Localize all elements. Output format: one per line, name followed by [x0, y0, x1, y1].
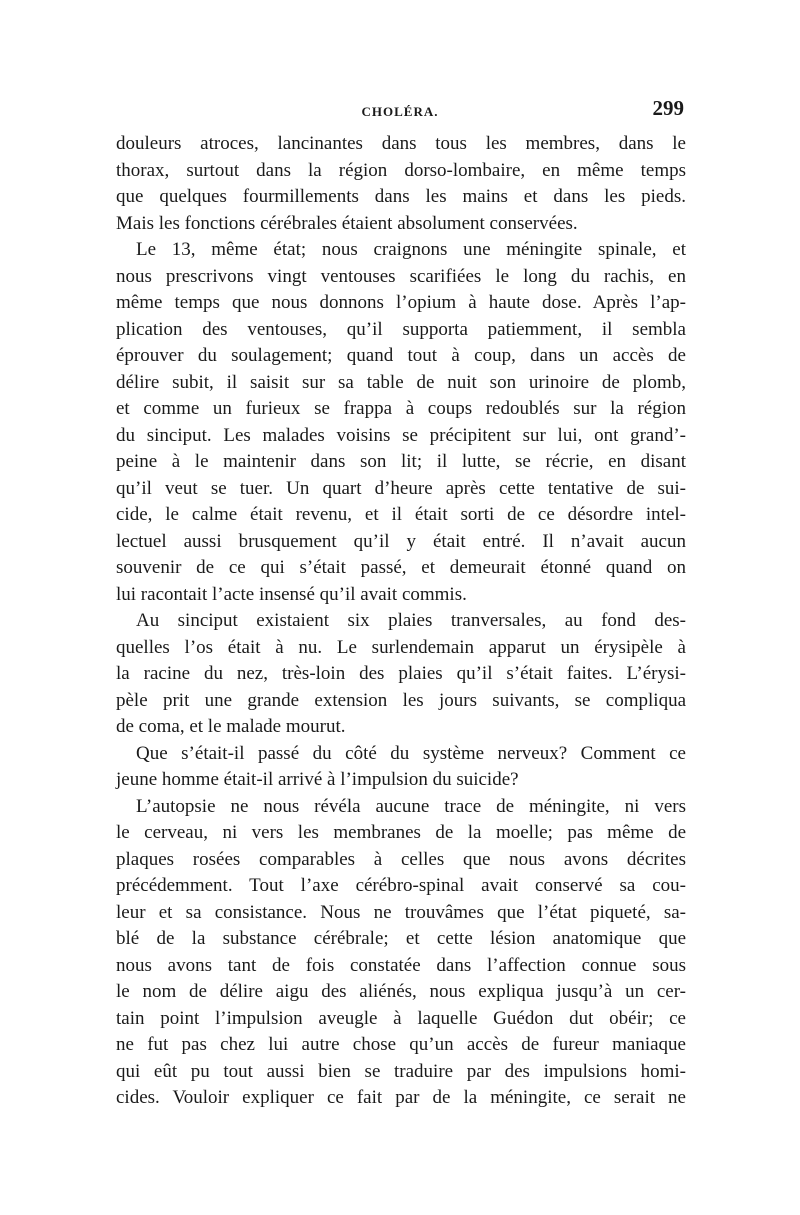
text-line: thorax, surtout dans la région dorso-lombaire, en même temps [116, 159, 686, 181]
text-line: éprouver du soulagement; quand tout à coup, dans un accès de [116, 345, 686, 366]
running-title: CHOLÉRA. [361, 104, 439, 119]
text-line: du sinciput. Les malades voisins se précipitent sur lui, ont grand’- [116, 424, 686, 446]
text-line: quelles l’os était à nu. Le surlendemain apparut un érysipèle à [116, 636, 686, 658]
text-line: souvenir de ce qui s’était passé, et demeurait étonné quand on [116, 557, 686, 578]
text-line: le nom de délire aigu des aliénés, nous expliqua jusqu’à un cer- [116, 981, 686, 1002]
text-line: délire subit, il saisit sur sa table de nuit son urinoire de plomb, [116, 371, 686, 393]
text-line: la racine du nez, très-loin des plaies qu’il s’était faites. L’érysi- [116, 663, 686, 684]
text-line: cides. Vouloir expliquer ce fait par de la méningite, ce serait ne [116, 1087, 686, 1108]
text-line: pèle prit une grande extension les jours suivants, se compliqua [116, 689, 686, 711]
text-line: blé de la substance cérébrale; et cette lésion anatomique que [116, 928, 686, 949]
text-line: jeune homme était-il arrivé à l’impulsion du suicide? [116, 769, 519, 790]
text-line: et comme un furieux se frappa à coups redoublés sur la région [116, 398, 686, 419]
text-line: Au sinciput existaient six plaies tranversales, au fond des- [136, 610, 686, 631]
text-line: leur et sa consistance. Nous ne trouvâmes que l’état piqueté, sa- [116, 901, 686, 923]
text-line: Mais les fonctions cérébrales étaient absolument conservées. [116, 212, 578, 234]
text-line: qui eût pu tout aussi bien se traduire par des impulsions homi- [116, 1060, 686, 1082]
text-line: ne fut pas chez lui autre chose qu’un accès de fureur maniaque [116, 1034, 686, 1055]
text-line: même temps que nous donnons l’opium à haute dose. Après l’ap- [116, 292, 686, 313]
text-line: qu’il veut se tuer. Un quart d’heure après cette tentative de sui- [116, 477, 686, 499]
text-line: précédemment. Tout l’axe cérébro-spinal avait conservé sa cou- [116, 875, 686, 896]
running-head [116, 96, 684, 126]
text-line: de coma, et le malade mourut. [116, 716, 346, 737]
body-text [116, 131, 686, 1112]
text-line: L’autopsie ne nous révéla aucune trace de méningite, ni vers [136, 795, 686, 817]
text-line: nous avons tant de fois constatée dans l’affection connue sous [116, 954, 686, 976]
text-line: Que s’était-il passé du côté du système nerveux? Comment ce [136, 742, 686, 764]
text-line: plication des ventouses, qu’il supporta patiemment, il sembla [116, 318, 686, 340]
page-number: 299 [652, 96, 684, 120]
text-line: peine à le maintenir dans son lit; il lutte, se récrie, en disant [116, 451, 686, 472]
text-line: cide, le calme était revenu, et il était sorti de ce désordre intel- [116, 504, 686, 525]
text-line: lui racontait l’acte insensé qu’il avait commis. [116, 583, 467, 605]
text-line: le cerveau, ni vers les membranes de la moelle; pas même de [116, 822, 686, 843]
text-line: douleurs atroces, lancinantes dans tous les membres, dans le [116, 133, 686, 154]
text-line: que quelques fourmillements dans les mains et dans les pieds. [116, 186, 686, 207]
text-line: lectuel aussi brusquement qu’il y était entré. Il n’avait aucun [116, 530, 686, 552]
text-line: plaques rosées comparables à celles que nous avons décrites [116, 848, 686, 870]
text-line: tain point l’impulsion aveugle à laquelle Guédon dut obéir; ce [116, 1007, 686, 1029]
text-line: nous prescrivons vingt ventouses scarifiées le long du rachis, en [116, 265, 686, 287]
text-line: Le 13, même état; nous craignons une méningite spinale, et [136, 239, 686, 260]
